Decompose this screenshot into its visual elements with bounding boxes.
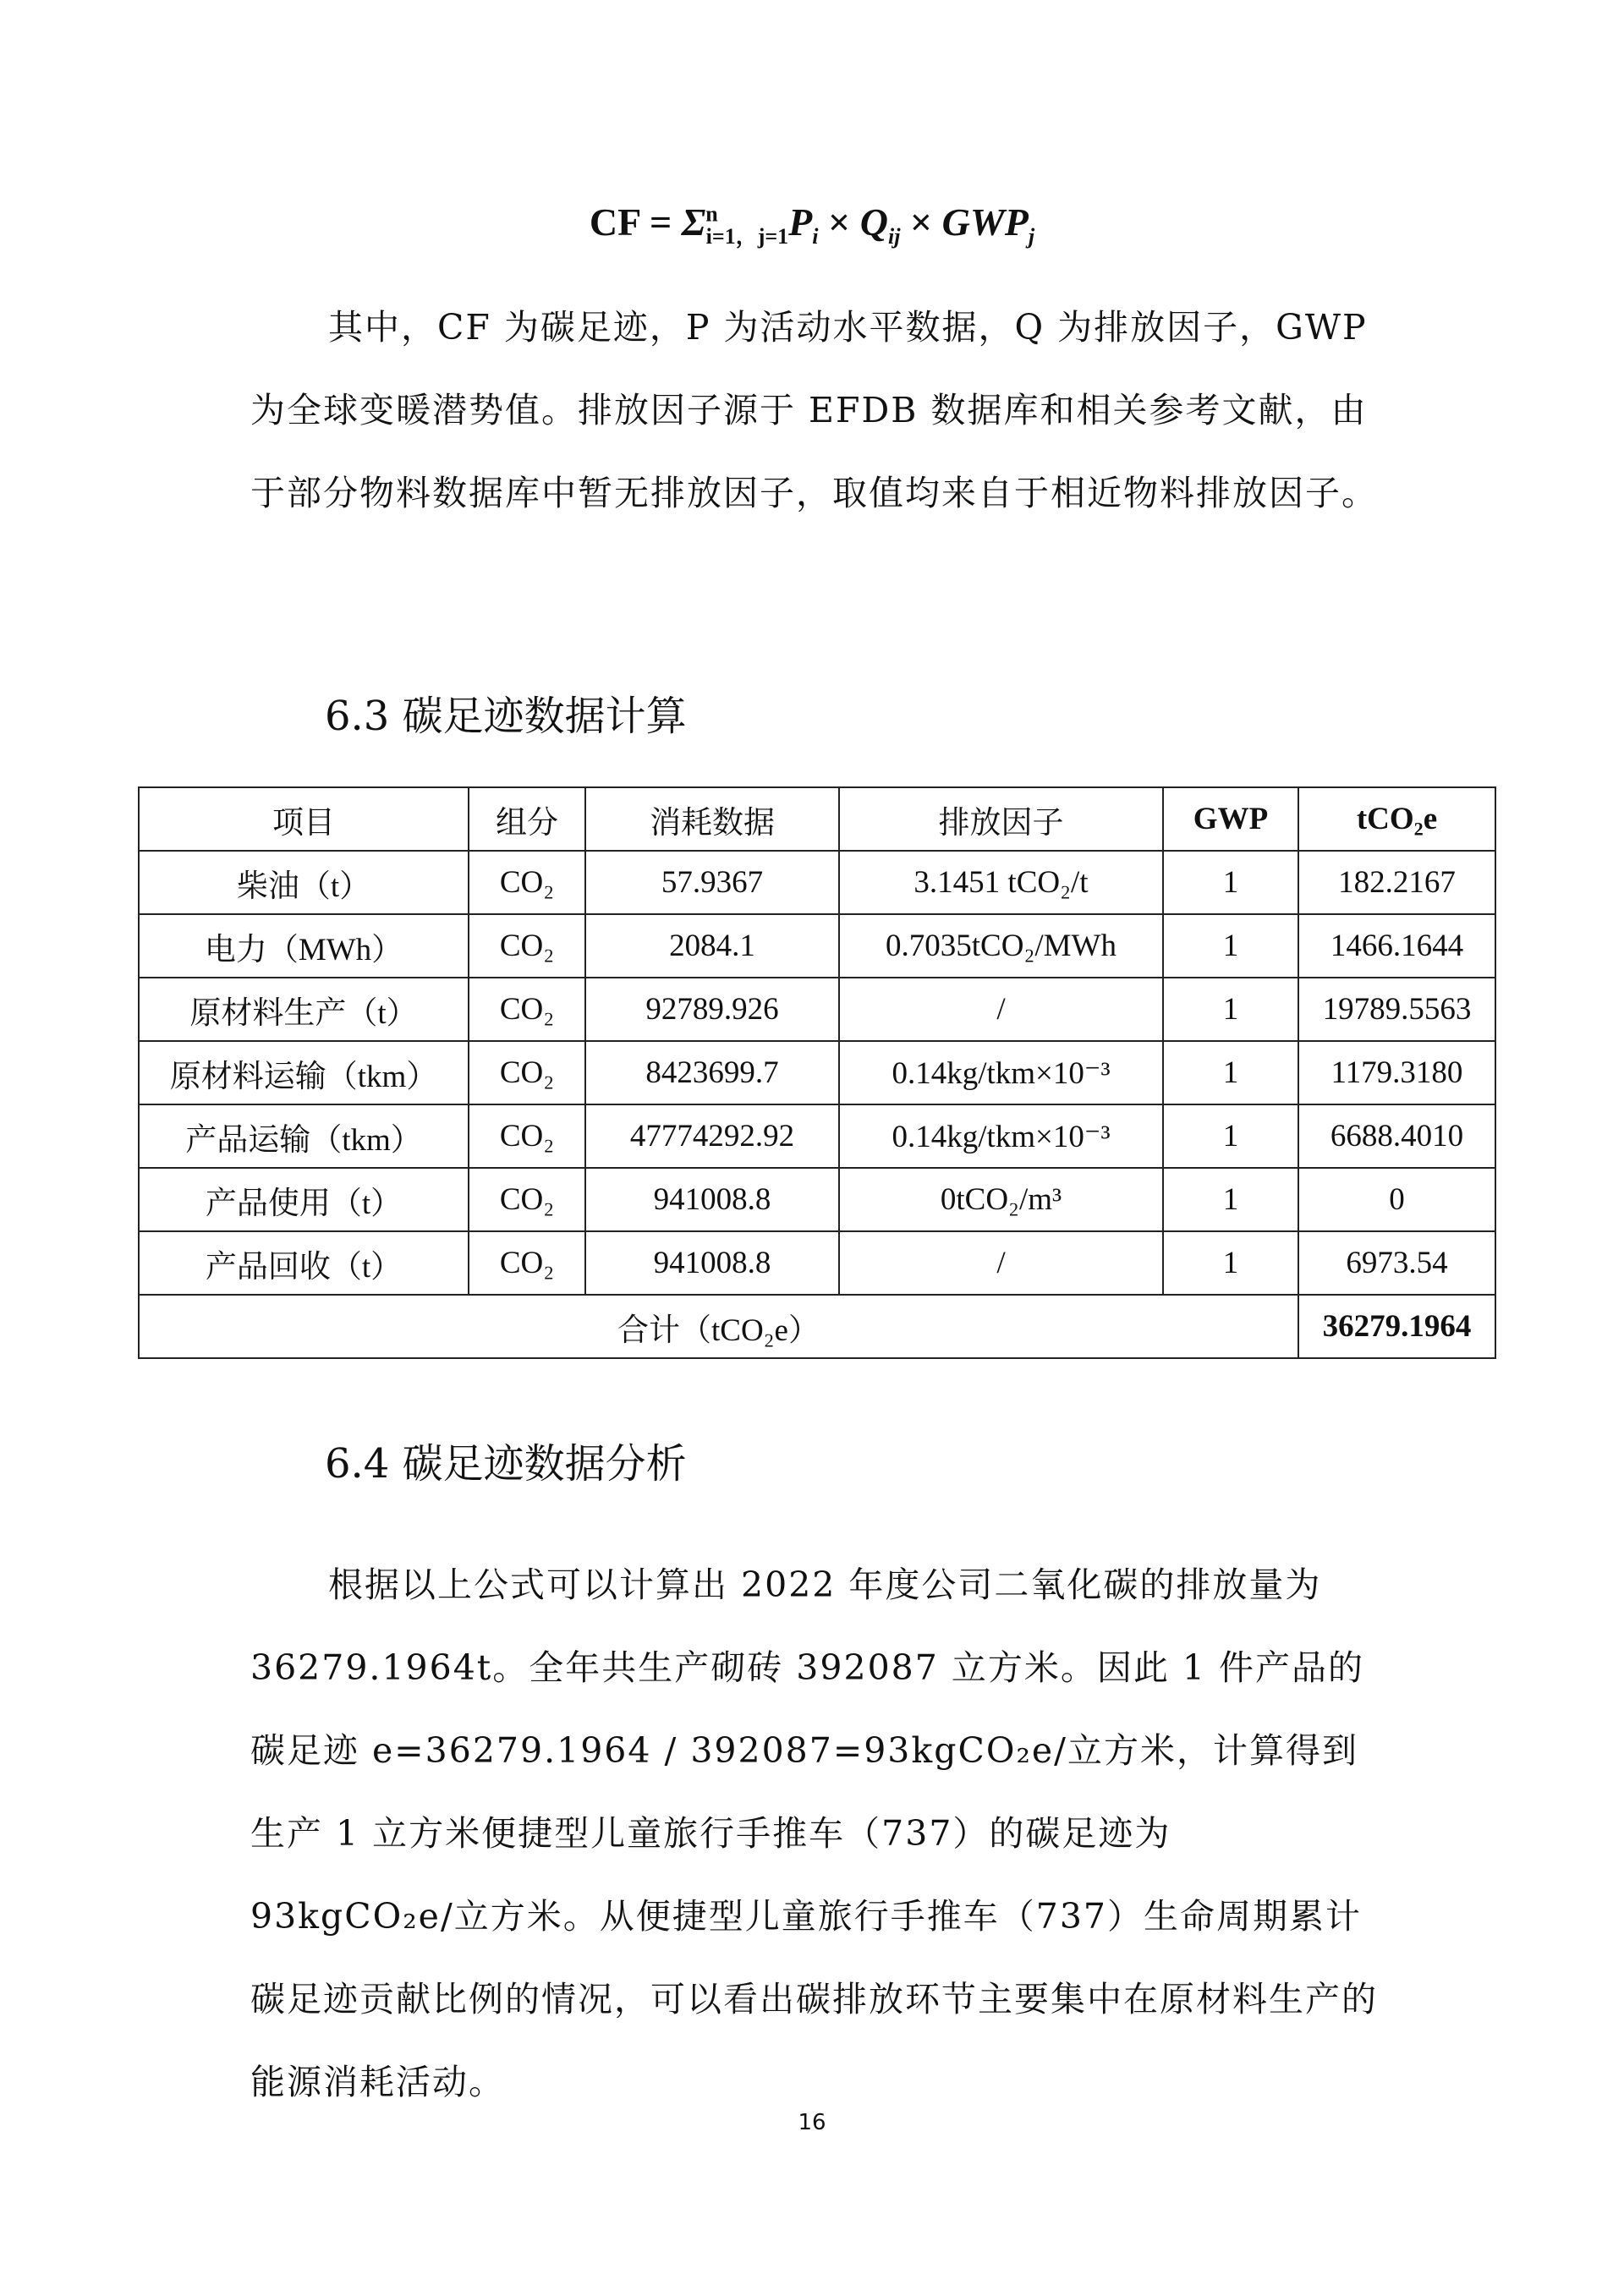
table-header: 项目 bbox=[139, 787, 469, 851]
table-cell: 941008.8 bbox=[585, 1168, 839, 1231]
table-cell: 2084.1 bbox=[585, 914, 839, 978]
table-header: GWP bbox=[1163, 787, 1298, 851]
page-number: 16 bbox=[798, 2110, 826, 2135]
table-cell: CO₂ bbox=[469, 1168, 585, 1231]
table-cell: 产品运输（tkm） bbox=[139, 1104, 469, 1168]
table-cell: 产品回收（t） bbox=[139, 1231, 469, 1295]
table-row bbox=[139, 1231, 1495, 1295]
table-cell: 6688.4010 bbox=[1298, 1104, 1495, 1168]
table-cell: 0.14kg/tkm×10⁻³ bbox=[839, 1041, 1163, 1104]
table-cell: / bbox=[839, 1231, 1163, 1295]
table-cell: 0.7035tCO₂/MWh bbox=[839, 914, 1163, 978]
table-cell: 8423699.7 bbox=[585, 1041, 839, 1104]
table-cell: 0tCO₂/m³ bbox=[839, 1168, 1163, 1231]
section-heading-6-4: 6.4 碳足迹数据分析 bbox=[325, 1440, 687, 1488]
table-cell: 1 bbox=[1163, 851, 1298, 914]
section-heading-6-3: 6.3 碳足迹数据计算 bbox=[325, 693, 687, 740]
table-row bbox=[139, 1168, 1495, 1231]
table-total-row bbox=[139, 1295, 1495, 1358]
table-cell: 47774292.92 bbox=[585, 1104, 839, 1168]
table-cell: CO₂ bbox=[469, 914, 585, 978]
table-cell: 6973.54 bbox=[1298, 1231, 1495, 1295]
intro-paragraph: 其中，CF 为碳足迹，P 为活动水平数据，Q 为排放因子，GWP 为全球变暖潜势值。排放因子源于 EFDB 数据库和相关参考文献，由于部分物料数据库中暂无排放因子，取值均来自于相近物料排放因子。 bbox=[250, 307, 1378, 513]
table-row bbox=[139, 851, 1495, 914]
table-cell: 1 bbox=[1163, 978, 1298, 1041]
table-header: 组分 bbox=[469, 787, 585, 851]
total-value: 36279.1964 bbox=[1298, 1295, 1495, 1358]
table-cell: 1 bbox=[1163, 1041, 1298, 1104]
table-cell: 0.14kg/tkm×10⁻³ bbox=[839, 1104, 1163, 1168]
table-cell: CO₂ bbox=[469, 851, 585, 914]
table-cell: 19789.5563 bbox=[1298, 978, 1495, 1041]
table-cell: 1 bbox=[1163, 914, 1298, 978]
table-cell: 3.1451 tCO₂/t bbox=[839, 851, 1163, 914]
table-header: 消耗数据 bbox=[585, 787, 839, 851]
table-cell: 92789.926 bbox=[585, 978, 839, 1041]
table-header-row bbox=[139, 787, 1495, 851]
analysis-paragraph: 根据以上公式可以计算出 2022 年度公司二氧化碳的排放量为 36279.1964t。全年共生产砌砖 392087 立方米。因此 1 件产品的碳足迹 e=36279.1964 / 392087=93kgCO₂e/立方米，计算得到生产 1 立方米便捷型儿童旅行手推车（737）的碳足迹为 93kgCO₂e/立方米。从便捷型儿童旅行手推车（737）生命周期累计碳足迹贡献比例的情况，可以看出碳排放环节主要集中在原材料生产的能源消耗活动。 bbox=[250, 1564, 1378, 2102]
table-cell: 182.2167 bbox=[1298, 851, 1495, 914]
total-label: 合计（tCO₂e） bbox=[139, 1295, 1298, 1358]
table-cell: 1 bbox=[1163, 1104, 1298, 1168]
table-cell: 0 bbox=[1298, 1168, 1495, 1231]
carbon-footprint-table bbox=[138, 786, 1496, 1359]
table-cell: 1 bbox=[1163, 1231, 1298, 1295]
table-cell: CO₂ bbox=[469, 978, 585, 1041]
table-cell: CO₂ bbox=[469, 1231, 585, 1295]
table-cell: 柴油（t） bbox=[139, 851, 469, 914]
table-row bbox=[139, 1041, 1495, 1104]
table-header: tCO₂e bbox=[1298, 787, 1495, 851]
formula: CF = $\Sigma^n_{i=1,j=1}P_i \times Q_{ij} \times GWP_j$ bbox=[589, 200, 1035, 249]
table-cell: 原材料生产（t） bbox=[139, 978, 469, 1041]
table-cell: 原材料运输（tkm） bbox=[139, 1041, 469, 1104]
table-cell: 1 bbox=[1163, 1168, 1298, 1231]
table-cell: 电力（MWh） bbox=[139, 914, 469, 978]
table-cell: 1179.3180 bbox=[1298, 1041, 1495, 1104]
table-row bbox=[139, 1104, 1495, 1168]
table-row bbox=[139, 978, 1495, 1041]
table-cell: 941008.8 bbox=[585, 1231, 839, 1295]
table-row bbox=[139, 914, 1495, 978]
table-cell: 产品使用（t） bbox=[139, 1168, 469, 1231]
table-cell: CO₂ bbox=[469, 1041, 585, 1104]
table-cell: 1466.1644 bbox=[1298, 914, 1495, 978]
table-cell: CO₂ bbox=[469, 1104, 585, 1168]
table-cell: / bbox=[839, 978, 1163, 1041]
table-header: 排放因子 bbox=[839, 787, 1163, 851]
table-cell: 57.9367 bbox=[585, 851, 839, 914]
